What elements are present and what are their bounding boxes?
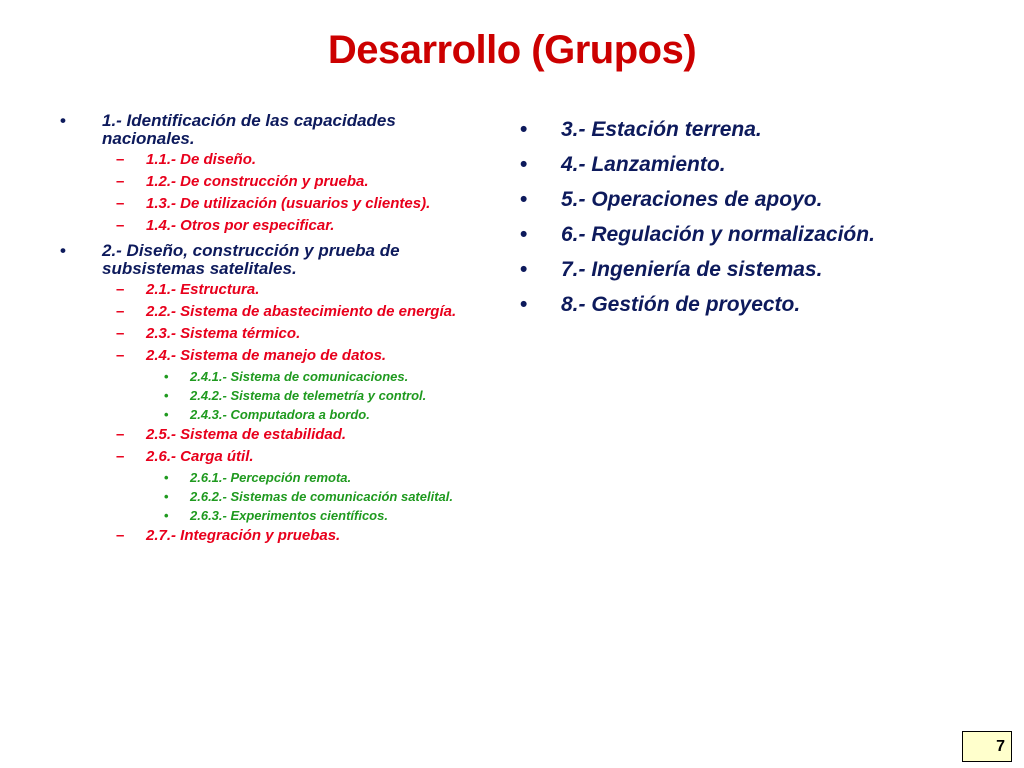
dash-icon: – [116,325,125,342]
sublist-item [56,152,486,168]
list-item-6 [516,223,996,247]
slide-title: Desarrollo (Grupos) [327,28,697,72]
subsublist-item [56,490,486,504]
list-item-label: 4.- Lanzamiento. [561,153,726,176]
dash-icon: – [116,448,125,465]
sublist-item [56,304,486,320]
bullet-icon: • [164,508,169,523]
sublist-item [56,174,486,190]
dash-icon: – [116,303,125,320]
bullet-icon: • [520,153,528,176]
subsublist-item [56,370,486,384]
list-item-label: 2.- Diseño, construcción y prueba de subsistemas satelitales. [102,241,400,278]
list-item-3 [516,118,996,142]
sublist-item-label: 2.3.- Sistema térmico. [146,325,301,342]
sublist-item-label: 1.2.- De construcción y prueba. [146,173,369,190]
sublist-item [56,196,486,212]
subsublist-item-label: 2.6.1.- Percepción remota. [190,470,352,485]
list-item-5 [516,188,996,212]
list-item-label: 5.- Operaciones de apoyo. [561,188,823,211]
subsublist-item [56,389,486,403]
left-column [56,112,486,550]
sublist-item [56,218,486,234]
bullet-icon: • [164,388,169,403]
list-item-label: 1.- Identificación de las capacidades nacionales. [102,111,396,148]
bullet-icon: • [164,489,169,504]
sublist-item-label: 2.5.- Sistema de estabilidad. [146,426,347,443]
sublist-item [56,449,486,465]
list-item-label: 7.- Ingeniería de sistemas. [561,258,823,281]
list-item-label: 3.- Estación terrena. [561,118,762,141]
sublist-item [56,348,486,364]
sublist-item-label: 2.4.- Sistema de manejo de datos. [146,347,387,364]
bullet-icon: • [520,258,528,281]
sublist-item [56,326,486,342]
sublist-item-label: 2.6.- Carga útil. [146,448,254,465]
subsublist-item-label: 2.4.3.- Computadora a bordo. [190,407,370,422]
dash-icon: – [116,195,125,212]
bullet-icon: • [520,293,528,316]
dash-icon: – [116,217,125,234]
sublist-item [56,528,486,544]
list-item-label: 8.- Gestión de proyecto. [561,293,801,316]
list-item-8 [516,293,996,317]
bullet-icon: • [164,407,169,422]
subsublist-item-label: 2.6.3.- Experimentos científicos. [190,508,388,523]
sublist-item-label: 1.3.- De utilización (usuarios y clientes). [146,195,431,212]
subsublist-item [56,408,486,422]
bullet-icon: • [520,188,528,211]
list-item-2 [56,242,486,278]
sublist-item-label: 1.1.- De diseño. [146,151,257,168]
right-column [516,118,996,328]
dash-icon: – [116,347,125,364]
bullet-icon: • [60,241,66,260]
list-item-label: 6.- Regulación y normalización. [561,223,875,246]
sublist-item [56,282,486,298]
bullet-icon: • [60,111,66,130]
subsublist-item-label: 2.6.2.- Sistemas de comunicación satelital. [190,489,453,504]
sublist-item-label: 2.2.- Sistema de abastecimiento de energía. [146,303,457,320]
sublist-item [56,427,486,443]
bullet-icon: • [164,369,169,384]
page-number: 7 [962,731,1012,762]
dash-icon: – [116,173,125,190]
bullet-icon: • [520,118,528,141]
dash-icon: – [116,426,125,443]
dash-icon: – [116,281,125,298]
dash-icon: – [116,527,125,544]
subsublist-item [56,471,486,485]
subsublist-item-label: 2.4.2.- Sistema de telemetría y control. [190,388,427,403]
dash-icon: – [116,151,125,168]
sublist-item-label: 2.7.- Integración y pruebas. [146,527,341,544]
sublist-item-label: 1.4.- Otros por especificar. [146,217,335,234]
list-item-7 [516,258,996,282]
bullet-icon: • [520,223,528,246]
bullet-icon: • [164,470,169,485]
sublist-item-label: 2.1.- Estructura. [146,281,260,298]
subsublist-item [56,509,486,523]
list-item-1 [56,112,486,148]
subsublist-item-label: 2.4.1.- Sistema de comunicaciones. [190,369,409,384]
list-item-4 [516,153,996,177]
